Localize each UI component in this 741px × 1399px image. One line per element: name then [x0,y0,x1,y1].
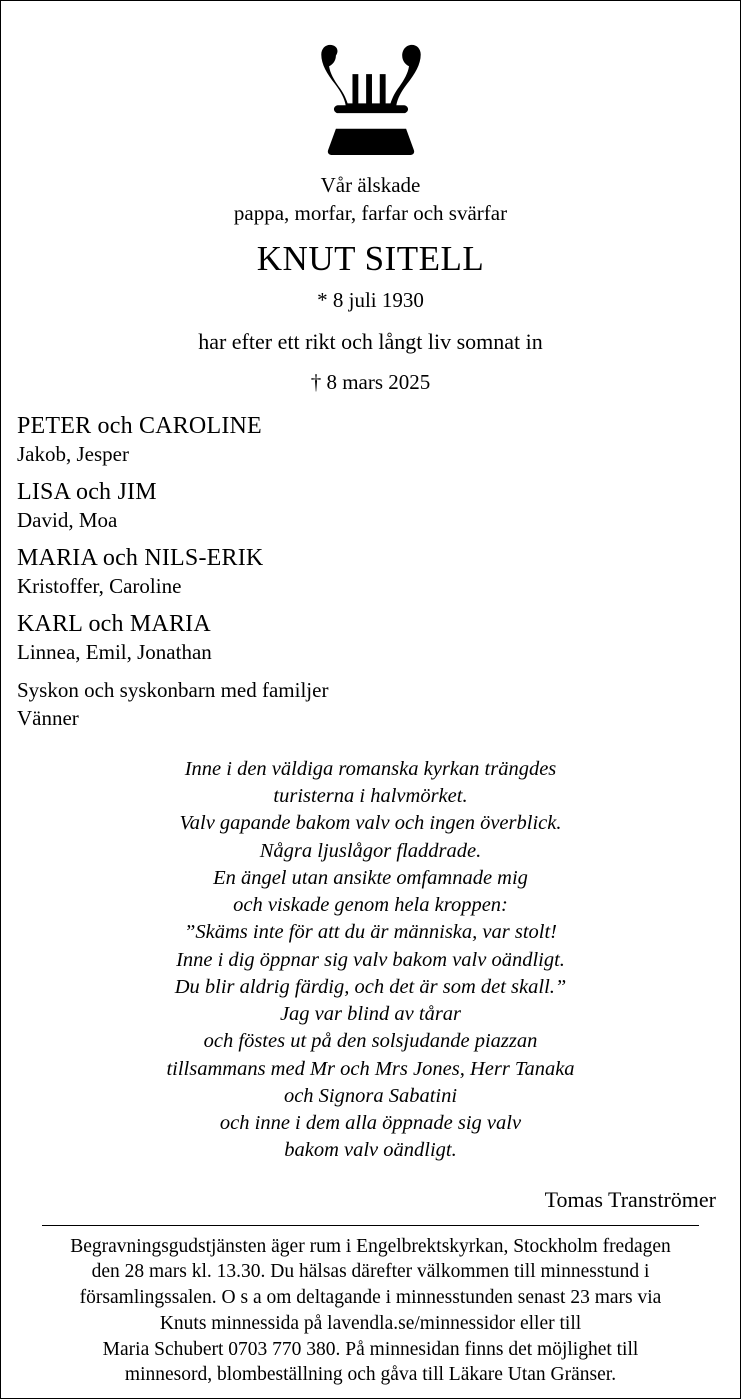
service-info-line: Maria Schubert 0703 770 380. På minnesidan finns det möjlighet till [102,1338,639,1360]
poem-line: Inne i dig öppnar sig valv bakom valv oändligt. [176,948,565,971]
family-children: Jakob, Jesper [17,441,129,466]
family-extra-line: Syskon och syskonbarn med familjer [17,678,329,703]
intro-block [17,172,724,402]
service-info-line: Begravningsgudstjänsten äger rum i Engelbrektskyrkan, Stockholm fredagen [70,1235,671,1257]
service-info-line: den 28 mars kl. 13.30. Du hälsas därefter välkommen till minnesstund i [91,1261,650,1283]
family-children: David, Moa [17,507,118,532]
family-group [17,544,724,599]
deceased-name: KNUT SITELL [256,239,485,279]
poem-line: Några ljuslågor fladdrade. [259,839,482,862]
family-parents: MARIA och NILS-ERIK [17,545,264,572]
family-group [17,478,724,533]
family-extra [17,677,724,732]
poem-line: tillsammans med Mr och Mrs Jones, Herr Tanaka [166,1057,575,1080]
poem-line: och viskade genom hela kroppen: [233,894,508,917]
poem-line: Jag var blind av tårar [279,1003,462,1026]
poem-line: och föstes ut på den solsjudande piazzan [203,1030,538,1053]
poem-line: Inne i den väldiga romanska kyrkan trängdes [184,757,557,780]
family-children: Kristoffer, Caroline [17,573,182,598]
poem-line: och inne i dem alla öppnade sig valv [219,1112,522,1135]
lyre-icon [311,39,431,158]
family-parents: PETER och CAROLINE [17,413,262,440]
service-info [17,1234,724,1388]
passing-sentence: har efter ett rikt och långt liv somnat in [198,329,543,355]
divider [42,1225,700,1226]
family-children: Linnea, Emil, Jonathan [17,640,212,664]
family-list [17,412,724,732]
poem-line: Du blir aldrig färdig, och det är som det skall.” [174,975,567,998]
family-group [17,412,724,467]
intro-line-2: pappa, morfar, farfar och svärfar [233,200,508,225]
poem-line: och Signora Sabatini [283,1084,458,1107]
family-group [17,610,724,665]
birth-date: * 8 juli 1930 [317,287,424,312]
poem-author: Tomas Tranströmer [544,1186,716,1212]
death-date: † 8 mars 2025 [310,369,431,394]
poem [17,756,724,1165]
poem-line: En ängel utan ansikte omfamnade mig [213,866,528,889]
poem-line: Valv gapande bakom valv och ingen överblick. [179,812,562,835]
poem-line: turisterna i halvmörket. [273,785,468,808]
family-parents: LISA och JIM [17,479,157,506]
family-extra-line: Vänner [17,705,79,730]
poem-line: bakom valv oändligt. [284,1139,457,1162]
intro-line-1: Vår älskade [320,172,421,197]
service-info-line: Knuts minnessida på lavendla.se/minnessidor eller till [159,1312,582,1334]
service-info-line: minnesord, blombeställning och gåva till Läkare Utan Gränser. [124,1364,617,1386]
family-parents: KARL och MARIA [17,611,211,638]
poem-line: ”Skäms inte för att du är människa, var stolt! [184,921,557,944]
service-info-line: församlingssalen. O s a om deltagande i minnesstunden senast 23 mars via [79,1287,662,1309]
